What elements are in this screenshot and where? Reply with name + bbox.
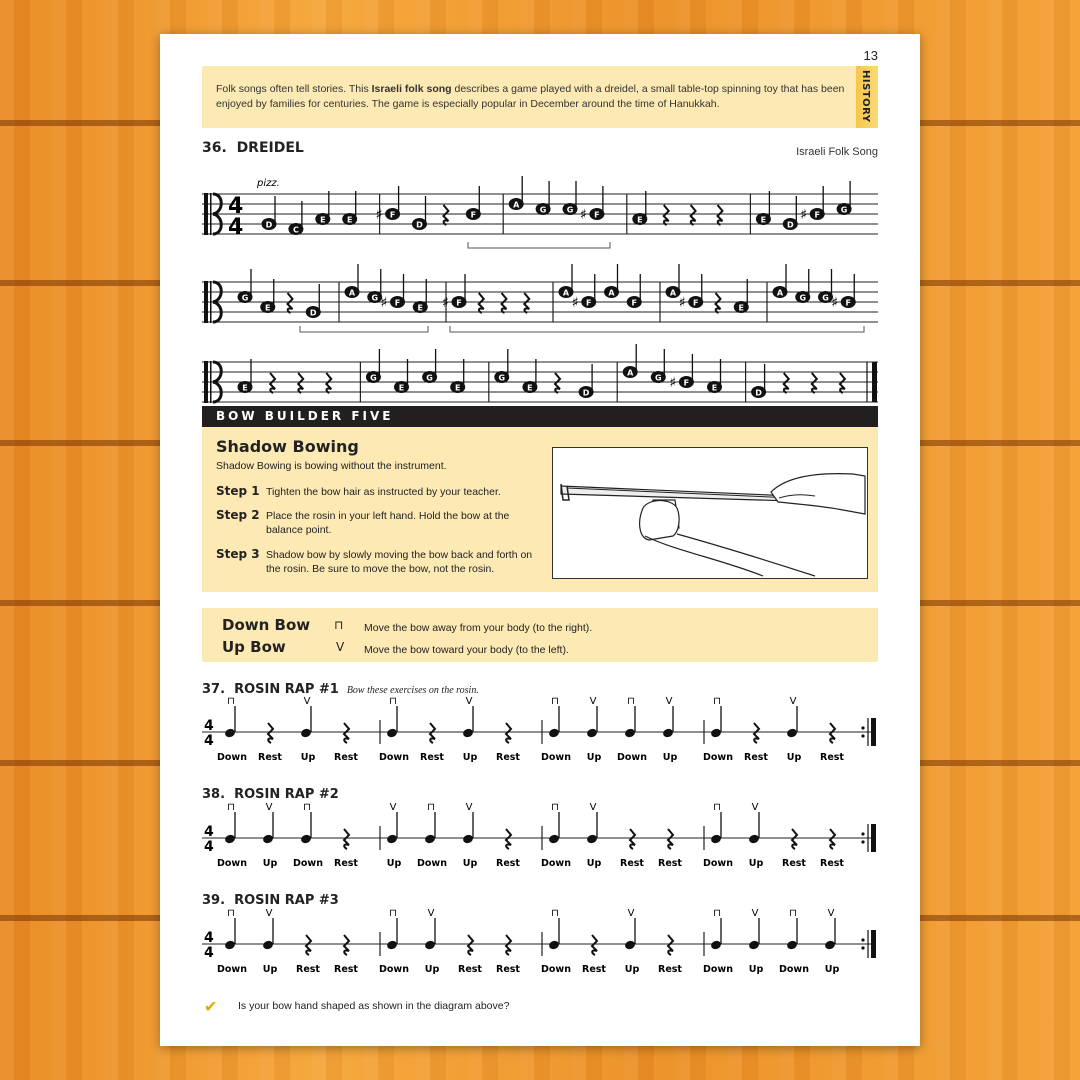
bowing-word: Rest xyxy=(744,752,768,763)
note-head xyxy=(386,728,398,739)
note-head xyxy=(262,834,274,845)
note-g xyxy=(795,269,810,303)
up-bow-icon: V xyxy=(303,696,311,707)
note-head xyxy=(424,940,436,951)
alto-clef-thin-bar xyxy=(210,193,212,235)
note-letter: G xyxy=(370,373,377,383)
sharp-sign: ♯ xyxy=(380,295,388,311)
finger-bracket xyxy=(300,326,428,332)
quarter-rest xyxy=(830,829,835,849)
down-bow-icon: ⊓ xyxy=(334,618,344,632)
quarter-rest xyxy=(691,205,696,225)
quarter-rest xyxy=(479,293,484,313)
down-bow-icon: ⊓ xyxy=(227,696,235,707)
bowing-word: Rest xyxy=(620,858,644,869)
pizz-marking: pizz. xyxy=(257,178,280,189)
note-letter: G xyxy=(799,293,807,303)
down-bow-description: Move the bow away from your body (to the right). xyxy=(364,622,593,634)
bowing-word: Up xyxy=(262,964,278,975)
up-bow-description: Move the bow toward your body (to the left). xyxy=(364,644,569,656)
note-e xyxy=(632,191,647,225)
note-letter: E xyxy=(711,383,718,393)
time-signature-top: 4 xyxy=(204,824,214,840)
repeat-barline-thick xyxy=(871,930,876,958)
note-g xyxy=(837,181,852,215)
quarter-rest xyxy=(344,935,349,955)
note-head xyxy=(548,940,560,951)
note-head xyxy=(786,728,798,739)
note-letter: G xyxy=(371,293,379,303)
up-bow-icon: V xyxy=(827,908,835,919)
exercise-39-title: 39. ROSIN RAP #3 xyxy=(202,893,339,908)
note-letter: E xyxy=(417,303,423,313)
note-e xyxy=(413,279,428,313)
rosin-rap-1-staff xyxy=(160,696,920,772)
time-signature-bottom: 4 xyxy=(228,215,244,240)
note-letter: G xyxy=(539,205,547,215)
quarter-rest xyxy=(506,829,511,849)
note-letter: D xyxy=(309,308,317,318)
quarter-rest xyxy=(668,935,673,955)
note-a xyxy=(666,264,681,298)
bowing-word: Up xyxy=(586,858,602,869)
note-letter: A xyxy=(776,288,784,298)
note-g xyxy=(366,349,381,383)
bowing-word: Down xyxy=(541,858,571,869)
quarter-rest xyxy=(754,723,759,743)
staff-line-1 xyxy=(202,176,878,240)
staff-line-2 xyxy=(202,264,878,323)
quarter-rest xyxy=(443,205,448,225)
bowing-word: Down xyxy=(379,752,409,763)
exercise-37-title: 37. ROSIN RAP #1 Bow these exercises on the rosin. xyxy=(202,682,479,697)
note-d xyxy=(306,284,321,318)
up-bow-icon: V xyxy=(627,908,635,919)
repeat-dot xyxy=(861,840,864,843)
alto-clef-bar xyxy=(204,193,208,235)
bowing-word: Rest xyxy=(258,752,282,763)
note-head xyxy=(462,728,474,739)
method-book-page xyxy=(160,34,920,1046)
bowing-word: Down xyxy=(217,752,247,763)
bowing-word: Up xyxy=(824,964,840,975)
note-letter: E xyxy=(738,303,744,313)
note-head xyxy=(424,834,436,845)
note-d xyxy=(262,196,277,230)
bowing-word: Up xyxy=(662,752,678,763)
note-head xyxy=(748,834,760,845)
bowing-word: Down xyxy=(541,752,571,763)
sharp-sign: ♯ xyxy=(442,295,449,311)
note-e xyxy=(707,359,722,393)
bow-and-hands-drawing xyxy=(553,448,867,578)
quarter-rest xyxy=(288,293,293,313)
down-bow-icon: ⊓ xyxy=(551,696,559,707)
rosin-rap-3-staff xyxy=(160,908,920,984)
up-bow-icon: V xyxy=(589,802,597,813)
down-bow-icon: ⊓ xyxy=(713,908,721,919)
note-head xyxy=(624,940,636,951)
note-a xyxy=(345,264,360,298)
down-bow-icon: ⊓ xyxy=(627,696,635,707)
repeat-dot xyxy=(861,726,864,729)
bowing-word: Down xyxy=(293,858,323,869)
note-letter: G xyxy=(566,205,574,215)
note-e xyxy=(315,191,330,225)
bowing-word: Rest xyxy=(496,752,520,763)
note-f xyxy=(627,274,642,308)
bowing-word: Rest xyxy=(496,964,520,975)
repeat-barline-thick xyxy=(871,824,876,852)
step-1: Step 1 Tighten the bow hair as instructed by your teacher. xyxy=(216,484,501,498)
sharp-sign: ♯ xyxy=(678,295,686,311)
note-g xyxy=(536,181,551,215)
note-a xyxy=(559,264,574,298)
bowing-word: Down xyxy=(617,752,647,763)
quarter-rest xyxy=(506,935,511,955)
bowing-word: Down xyxy=(417,858,447,869)
alto-clef-thin-bar xyxy=(210,281,212,323)
bowing-word: Up xyxy=(748,858,764,869)
up-bow-icon: V xyxy=(427,908,435,919)
note-g xyxy=(563,181,578,215)
bowing-word: Rest xyxy=(334,858,358,869)
note-head xyxy=(710,940,722,951)
note-g xyxy=(238,269,253,303)
quarter-rest xyxy=(306,935,311,955)
song-credit: Israeli Folk Song xyxy=(796,146,878,158)
note-letter: G xyxy=(498,373,506,383)
note-letter: D xyxy=(416,220,423,230)
up-bow-icon: V xyxy=(336,640,345,654)
bowing-word: Up xyxy=(786,752,802,763)
bowing-word: Down xyxy=(703,858,733,869)
down-bow-icon: ⊓ xyxy=(713,802,721,813)
bowing-word: Rest xyxy=(496,858,520,869)
up-bow-icon: V xyxy=(465,802,473,813)
note-letter: D xyxy=(755,388,762,398)
step-2: Step 2 Place the rosin in your left hand. Hold the bow at the balance point. xyxy=(216,508,510,536)
note-letter: E xyxy=(398,383,405,393)
finger-bracket xyxy=(450,326,864,332)
note-head xyxy=(386,834,398,845)
note-d xyxy=(751,364,766,398)
note-d xyxy=(579,364,594,398)
final-barline xyxy=(872,362,877,402)
quarter-rest xyxy=(784,373,789,393)
note-letter: F xyxy=(683,378,690,388)
note-letter: E xyxy=(637,215,643,225)
note-e xyxy=(450,359,465,393)
quarter-rest xyxy=(664,205,669,225)
finger-bracket xyxy=(468,242,610,248)
quarter-rest xyxy=(840,373,845,393)
note-e xyxy=(394,359,409,393)
quarter-rest xyxy=(812,373,817,393)
note-letter: E xyxy=(454,383,461,393)
bowing-word: Up xyxy=(262,858,278,869)
note-d xyxy=(783,196,798,230)
up-bow-icon: V xyxy=(589,696,597,707)
repeat-dot xyxy=(861,734,864,737)
step-3: Step 3 Shadow bow by slowly moving the bow back and forth on the rosin. Be sure to move the bow, not the rosin. xyxy=(216,547,533,575)
shadow-bowing-heading: Shadow Bowing xyxy=(216,437,359,456)
up-bow-label: Up Bow xyxy=(222,638,286,656)
note-letter: A xyxy=(627,368,634,378)
down-bow-icon: ⊓ xyxy=(389,908,397,919)
note-c xyxy=(288,201,303,235)
alto-clef-thin-bar xyxy=(210,361,212,403)
note-d xyxy=(412,196,427,230)
bowing-word: Down xyxy=(379,964,409,975)
up-bow-icon: V xyxy=(751,802,759,813)
quarter-rest xyxy=(716,293,721,313)
note-letter: G xyxy=(840,205,848,215)
note-letter: F xyxy=(845,298,851,308)
up-bow-icon: V xyxy=(265,802,273,813)
note-a xyxy=(623,344,638,378)
time-signature-top: 4 xyxy=(228,194,244,219)
note-letter: D xyxy=(582,388,590,398)
note-letter: E xyxy=(242,383,248,393)
quarter-rest xyxy=(592,935,597,955)
note-letter: A xyxy=(608,288,615,298)
alto-clef-bar xyxy=(204,281,208,323)
bowing-word: Rest xyxy=(658,858,682,869)
note-letter: D xyxy=(265,220,273,230)
note-letter: A xyxy=(513,200,520,210)
down-bow-icon: ⊓ xyxy=(713,696,721,707)
time-signature-top: 4 xyxy=(204,930,214,946)
quarter-rest xyxy=(344,723,349,743)
bowing-word: Rest xyxy=(334,752,358,763)
bowing-word: Up xyxy=(300,752,316,763)
bowing-word: Down xyxy=(779,964,809,975)
note-e xyxy=(734,279,749,313)
quarter-rest xyxy=(344,829,349,849)
note-g xyxy=(651,349,666,383)
exercise-38-title: 38. ROSIN RAP #2 xyxy=(202,787,339,802)
note-letter: F xyxy=(389,210,396,220)
bowing-word: Up xyxy=(748,964,764,975)
bowing-word: Up xyxy=(586,752,602,763)
note-head xyxy=(548,728,560,739)
bowing-word: Down xyxy=(217,964,247,975)
quarter-rest xyxy=(268,723,273,743)
note-letter: C xyxy=(292,225,299,235)
bowing-word: Down xyxy=(703,752,733,763)
note-g xyxy=(422,349,437,383)
down-bow-icon: ⊓ xyxy=(227,802,235,813)
quarter-rest xyxy=(830,723,835,743)
checkmark-icon: ✔ xyxy=(204,997,218,1016)
bowing-word: Up xyxy=(424,964,440,975)
sharp-sign: ♯ xyxy=(375,207,383,223)
up-bow-icon: V xyxy=(789,696,797,707)
bowing-word: Rest xyxy=(658,964,682,975)
down-bow-icon: ⊓ xyxy=(551,802,559,813)
bowing-word: Rest xyxy=(458,964,482,975)
checklist-question: Is your bow hand shaped as shown in the diagram above? xyxy=(238,1000,510,1012)
up-bow-icon: V xyxy=(751,908,759,919)
note-head xyxy=(824,940,836,951)
song-title: 36. DREIDEL xyxy=(202,140,304,156)
bow-builder-box xyxy=(202,427,878,592)
note-letter: F xyxy=(470,210,477,220)
bowing-word: Rest xyxy=(420,752,444,763)
history-text: Folk songs often tell stories. This Israeli folk song describes a game played with a dreidel, a small table-top spinning toy that has been enjoyed by families for centuries. The game is especially popular in December around the time of Hanukkah. xyxy=(216,83,845,110)
note-letter: E xyxy=(527,383,533,393)
repeat-dot xyxy=(861,938,864,941)
note-head xyxy=(586,728,598,739)
bowing-word: Rest xyxy=(820,752,844,763)
bowing-word: Rest xyxy=(582,964,606,975)
note-letter: E xyxy=(320,215,326,225)
bowing-word: Up xyxy=(462,752,478,763)
down-bow-icon: ⊓ xyxy=(789,908,797,919)
time-signature-top: 4 xyxy=(204,718,214,734)
page-number: 13 xyxy=(863,48,878,63)
quarter-rest xyxy=(468,935,473,955)
bowing-word: Down xyxy=(703,964,733,975)
note-g xyxy=(494,349,509,383)
bowing-word: Down xyxy=(217,858,247,869)
note-letter: D xyxy=(786,220,794,230)
bowing-word: Up xyxy=(624,964,640,975)
note-e xyxy=(238,359,253,393)
note-letter: E xyxy=(265,303,271,313)
sharp-sign: ♯ xyxy=(831,295,839,311)
note-letter: A xyxy=(669,288,677,298)
time-signature-bottom: 4 xyxy=(204,839,214,855)
note-head xyxy=(710,834,722,845)
note-letter: F xyxy=(586,298,592,308)
repeat-dot xyxy=(861,832,864,835)
time-signature-bottom: 4 xyxy=(204,945,214,961)
quarter-rest xyxy=(668,829,673,849)
note-letter: G xyxy=(822,293,829,303)
repeat-barline-thick xyxy=(871,718,876,746)
down-bow-icon: ⊓ xyxy=(427,802,435,813)
note-head xyxy=(662,728,674,739)
bowing-word: Rest xyxy=(782,858,806,869)
note-letter: F xyxy=(814,210,820,220)
up-bow-icon: V xyxy=(265,908,273,919)
up-bow-icon: V xyxy=(665,696,673,707)
note-letter: F xyxy=(693,298,699,308)
note-e xyxy=(522,359,537,393)
note-head xyxy=(386,940,398,951)
note-head xyxy=(462,834,474,845)
sharp-sign: ♯ xyxy=(571,295,579,311)
note-letter: F xyxy=(394,298,401,308)
note-head xyxy=(548,834,560,845)
note-head xyxy=(262,940,274,951)
note-e xyxy=(342,191,357,225)
repeat-dot xyxy=(861,946,864,949)
note-head xyxy=(786,940,798,951)
bow-direction-box xyxy=(202,608,878,662)
up-bow-icon: V xyxy=(389,802,397,813)
note-letter: A xyxy=(562,288,570,298)
quarter-rest xyxy=(502,293,507,313)
note-e xyxy=(260,279,275,313)
bowing-word: Rest xyxy=(296,964,320,975)
sharp-sign: ♯ xyxy=(800,207,807,223)
note-a xyxy=(773,264,788,298)
note-head xyxy=(300,834,312,845)
quarter-rest xyxy=(792,829,797,849)
up-bow-icon: V xyxy=(465,696,473,707)
quarter-rest xyxy=(506,723,511,743)
history-box xyxy=(202,66,878,128)
staff-line-3 xyxy=(202,344,878,403)
note-head xyxy=(624,728,636,739)
quarter-rest xyxy=(718,205,723,225)
note-a xyxy=(604,264,619,298)
bowing-word: Up xyxy=(462,858,478,869)
note-letter: G xyxy=(655,373,662,383)
down-bow-icon: ⊓ xyxy=(303,802,311,813)
quarter-rest xyxy=(270,373,275,393)
note-head xyxy=(224,834,236,845)
shadow-bowing-description: Shadow Bowing is bowing without the instrument. xyxy=(216,460,447,472)
note-head xyxy=(710,728,722,739)
rosin-rap-2-staff xyxy=(160,802,920,878)
quarter-rest xyxy=(326,373,331,393)
quarter-rest xyxy=(555,373,560,393)
note-letter: F xyxy=(631,298,637,308)
note-letter: F xyxy=(594,210,600,220)
bowing-word: Down xyxy=(541,964,571,975)
down-bow-icon: ⊓ xyxy=(389,696,397,707)
quarter-rest xyxy=(430,723,435,743)
note-letter: G xyxy=(241,293,249,303)
down-bow-icon: ⊓ xyxy=(227,908,235,919)
alto-clef-bar xyxy=(204,361,208,403)
quarter-rest xyxy=(524,293,529,313)
note-letter: G xyxy=(426,373,433,383)
bow-builder-bar: BOW BUILDER FIVE xyxy=(202,406,878,427)
note-e xyxy=(756,191,771,225)
note-letter: E xyxy=(346,215,353,225)
dreidel-score xyxy=(160,154,920,404)
note-head xyxy=(224,728,236,739)
shadow-bowing-illustration xyxy=(552,447,868,579)
bowing-word: Rest xyxy=(820,858,844,869)
down-bow-icon: ⊓ xyxy=(551,908,559,919)
note-letter: F xyxy=(456,298,462,308)
time-signature-bottom: 4 xyxy=(204,733,214,749)
quarter-rest xyxy=(298,373,303,393)
note-letter: E xyxy=(760,215,767,225)
sharp-sign: ♯ xyxy=(669,375,677,391)
note-head xyxy=(748,940,760,951)
sharp-sign: ♯ xyxy=(579,207,587,223)
note-head xyxy=(300,728,312,739)
down-bow-label: Down Bow xyxy=(222,616,311,634)
bowing-word: Rest xyxy=(334,964,358,975)
note-head xyxy=(586,834,598,845)
note-a xyxy=(509,176,524,210)
note-head xyxy=(224,940,236,951)
bowing-word: Up xyxy=(386,858,402,869)
note-letter: A xyxy=(348,288,356,298)
note-f xyxy=(466,186,481,220)
history-tab: HISTORY xyxy=(856,66,878,128)
quarter-rest xyxy=(630,829,635,849)
